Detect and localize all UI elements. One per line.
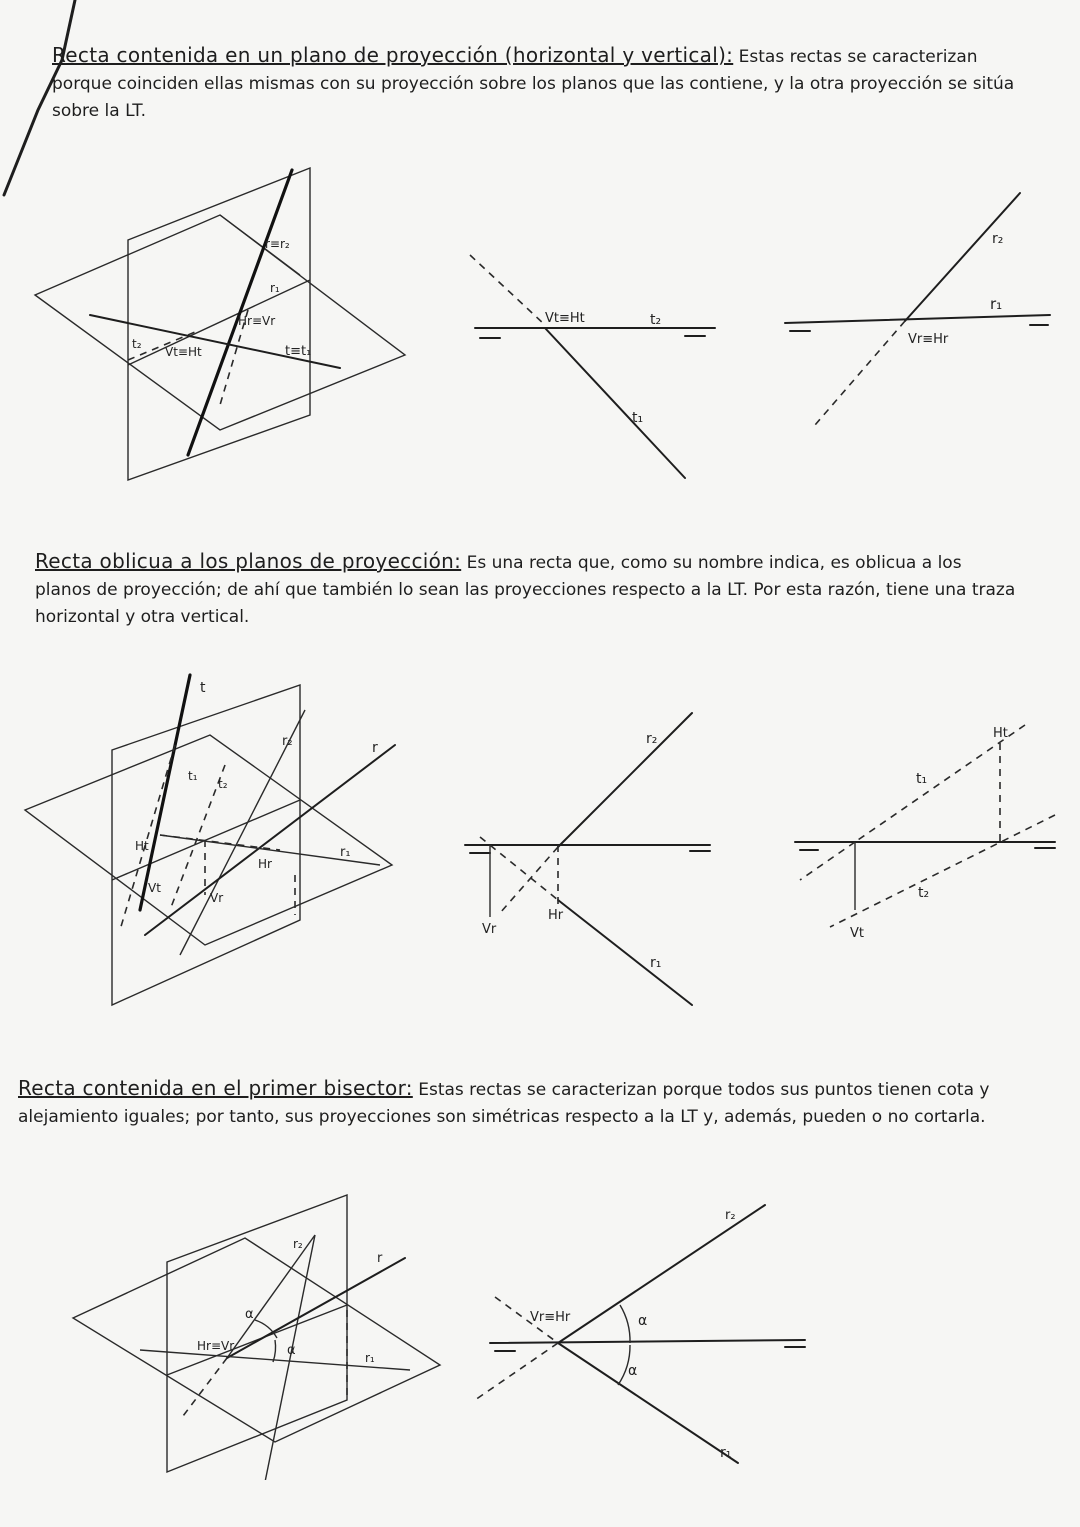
line-r2: [227, 1235, 315, 1358]
label-r2: r₂: [725, 1208, 736, 1223]
section-1-title: Recta contenida en un plano de proyección (horizontal y vertical):: [52, 43, 734, 67]
section-3-body: Estas rectas se caracterizan porque todos sus puntos tienen cota y alejamiento iguales; por tanto, sus proyecciones son simétricas respecto a la LT y, además, pueden o no cortarla.: [18, 1080, 990, 1127]
section-1-text: [52, 42, 1022, 125]
section-2-text: [35, 548, 1020, 631]
label-r1: r₁: [270, 281, 280, 295]
label-r2: r₂: [646, 731, 658, 747]
label-r1: r₁: [720, 1445, 732, 1461]
line-r: [188, 170, 292, 455]
section-2-title: Recta oblicua a los planos de proyección:: [35, 549, 462, 573]
label-r: r: [372, 740, 378, 756]
label-alpha1: α: [245, 1307, 254, 1322]
line-r2: [558, 713, 692, 847]
label-r1: r₁: [340, 845, 351, 860]
ground-line: [490, 1340, 805, 1343]
label-r1: r₁: [990, 295, 1003, 313]
label-vr: Vr: [482, 922, 497, 937]
label-hr-vr: Hr≡Vr: [238, 314, 276, 328]
figure-dihedral-t: [460, 230, 730, 490]
label-r2: r₂: [992, 231, 1004, 247]
label-t1: t₁: [632, 410, 644, 426]
label-ht: Ht: [993, 726, 1008, 741]
label-vt: Vt: [148, 881, 161, 895]
figure-dihedral-r: [780, 185, 1060, 435]
label-r2: r₂: [293, 1237, 303, 1251]
line-t1: [545, 328, 685, 478]
line-r1: [558, 900, 692, 1005]
label-hr: Hr: [258, 857, 272, 871]
figure-perspective-3: [65, 1190, 455, 1480]
line-r: [227, 1258, 405, 1358]
label-r1: r₁: [650, 955, 662, 971]
label-vr-hr: Vr≡Hr: [530, 1310, 571, 1325]
label-hr: Hr: [548, 908, 564, 923]
label-ht: Ht: [135, 839, 149, 853]
label-vr: Vr: [210, 891, 224, 905]
label-vr-hr: Vr≡Hr: [908, 332, 949, 347]
label-r1: r₁: [365, 1351, 375, 1365]
line-r1: [558, 1343, 738, 1463]
figure-perspective-2: [20, 670, 410, 1010]
section-3-text: [18, 1075, 1028, 1131]
figure-dihedral-bisector: [470, 1195, 820, 1475]
label-alpha2: α: [628, 1363, 638, 1379]
horizontal-plane: [25, 735, 392, 945]
label-t1: t₁: [916, 771, 928, 787]
label-vt-ht: Vt≡Ht: [545, 311, 585, 326]
label-r: r: [377, 1251, 383, 1266]
section-2-body: Es una recta que, como su nombre indica, es oblicua a los planos de proyección; de ahí que también lo sean las proyecciones respecto a la LT. Por esta razón, tiene una traza horizontal y otra vertical.: [35, 553, 1016, 627]
label-t2: t₂: [218, 777, 228, 791]
section-3-title: Recta contenida en el primer bisector:: [18, 1076, 413, 1100]
label-t: t: [200, 680, 206, 696]
label-t-t1: t≡t₁: [285, 344, 312, 359]
label-vt-ht: Vt≡Ht: [165, 345, 202, 359]
line-r2: [905, 193, 1020, 321]
figure-perspective-1: [20, 160, 420, 490]
line-r2: [558, 1205, 765, 1343]
line-r1: [815, 321, 905, 425]
line-t2: [830, 815, 1055, 927]
label-t2: t₂: [650, 312, 662, 328]
ground-line: [785, 315, 1050, 323]
label-hr-vr: Hr≡Vr: [197, 1339, 235, 1353]
label-r2: r₂: [282, 734, 293, 749]
label-alpha2: α: [287, 1343, 296, 1358]
line-t: [140, 675, 190, 910]
figure-dihedral-r-oblique: [460, 705, 720, 1015]
label-t2: t₂: [918, 885, 930, 901]
label-t2: t₂: [132, 337, 142, 351]
label-alpha1: α: [638, 1313, 648, 1329]
label-t1: t₁: [188, 769, 198, 783]
section-1-body: Estas rectas se caracterizan porque coinciden ellas mismas con su proyección sobre los planos que las contiene, y la otra proyección se sitúa sobre la LT.: [52, 47, 1015, 121]
label-vt: Vt: [850, 926, 864, 941]
figure-dihedral-t-oblique: [790, 715, 1060, 955]
label-r-r2: r≡r₂: [265, 237, 290, 251]
